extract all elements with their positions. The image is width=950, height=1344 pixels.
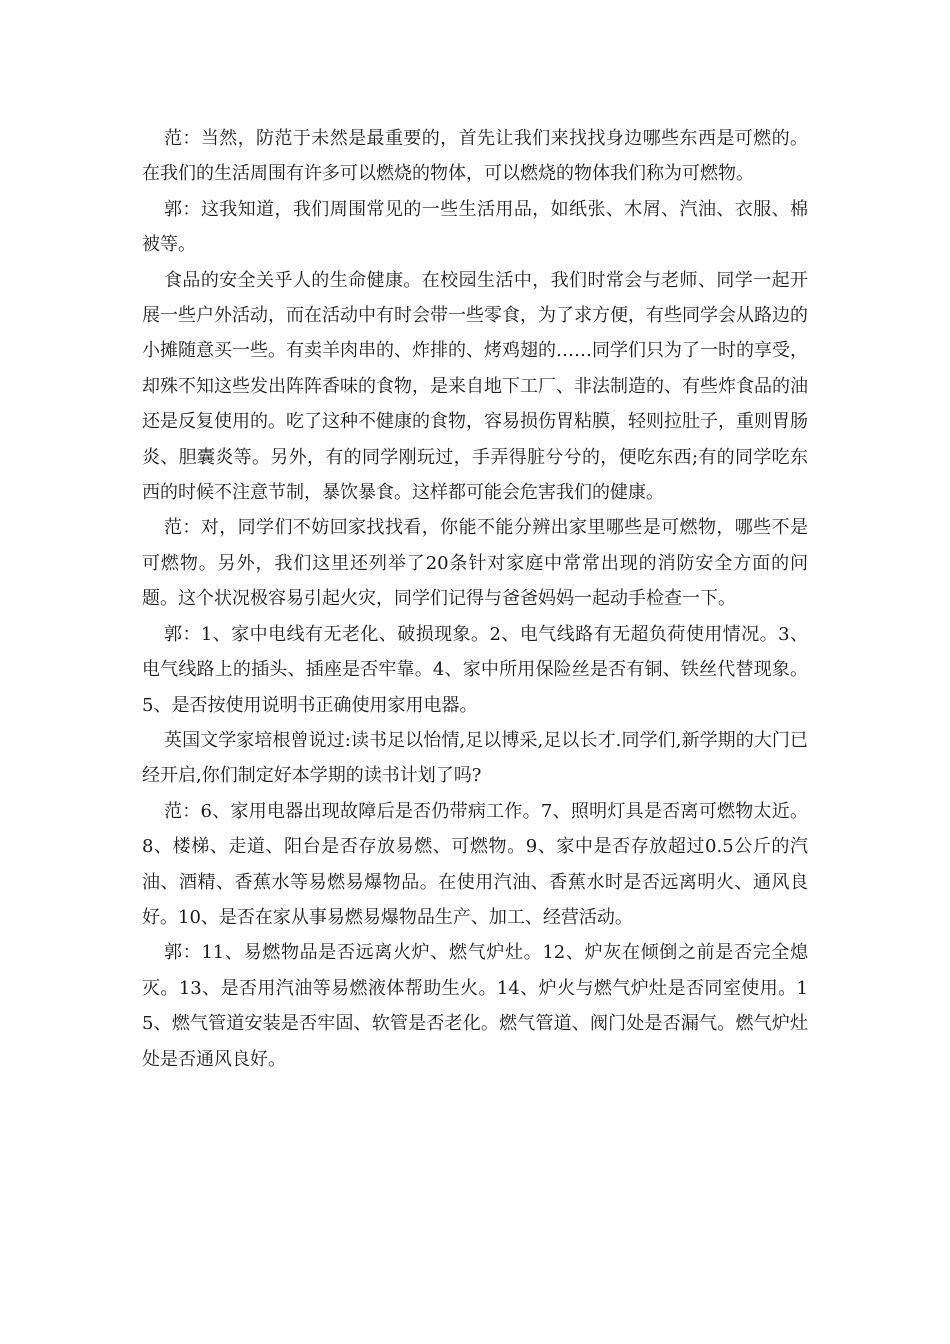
document-body [142, 121, 808, 1077]
paragraph-fire-prevention-intro: 范：当然，防范于未然是最重要的，首先让我们来找找身边哪些东西是可燃的。在我们的生活周围有许多可以燃烧的物体，可以燃烧的物体我们称为可燃物。 [142, 128, 808, 185]
paragraph-checklist-1-5: 郭：1、家中电线有无老化、破损现象。2、电气线路有无超负荷使用情况。3、电气线路上的插头、插座是否牢靠。4、家中所用保险丝是否有铜、铁丝代替现象。5、是否按使用说明书正确使用家用电器。 [142, 623, 808, 716]
paragraph-bacon-quote: 英国文学家培根曾说过:读书足以怡情,足以博采,足以长才.同学们,新学期的大门已经开启,你们制定好本学期的读书计划了吗? [142, 729, 808, 787]
paragraph-home-check-intro: 范：对，同学们不妨回家找找看，你能不能分辨出家里哪些是可燃物，哪些不是可燃物。另外，我们这里还列举了20条针对家庭中常常出现的消防安全方面的问题。这个状况极容易引起火灾，同学们记得与爸爸妈妈一起动手检查一下。 [142, 517, 808, 610]
paragraph-common-flammables: 郭：这我知道，我们周围常见的一些生活用品，如纸张、木屑、汽油、衣服、棉被等。 [142, 198, 808, 256]
paragraph-checklist-11-15: 郭：11、易燃物品是否远离火炉、燃气炉灶。12、炉灰在倾倒之前是否完全熄灭。13、是否用汽油等易燃液体帮助生火。14、炉火与燃气炉灶是否同室使用。15、燃气管道安装是否牢固、软管是否老化。燃气管道、阀门处是否漏气。燃气炉灶处是否通风良好。 [142, 942, 808, 1070]
paragraph-checklist-6-10: 范：6、家用电器出现故障后是否仍带病工作。7、照明灯具是否离可燃物太近。8、楼梯、走道、阳台是否存放易燃、可燃物。9、家中是否存放超过0.5公斤的汽油、酒精、香蕉水等易燃易爆物品。在使用汽油、香蕉水时是否远离明火、通风良好。10、是否在家从事易燃易爆物品生产、加工、经营活动。 [142, 800, 808, 928]
paragraph-food-safety: 食品的安全关乎人的生命健康。在校园生活中，我们时常会与老师、同学一起开展一些户外活动，而在活动中有时会带一些零食，为了求方便，有些同学会从路边的小摊随意买一些。有卖羊肉串的、炸排的、烤鸡翅的……同学们只为了一时的享受，却殊不知这些发出阵阵香味的食物，是来自地下工厂、非法制造的、有些炸食品的油还是反复使用的。吃了这种不健康的食物，容易损伤胃粘膜，轻则拉肚子，重则胃肠炎、胆囊炎等。另外，有的同学刚玩过，手弄得脏兮兮的，便吃东西;有的同学吃东西的时候不注意节制，暴饮暴食。这样都可能会危害我们的健康。 [142, 269, 808, 504]
